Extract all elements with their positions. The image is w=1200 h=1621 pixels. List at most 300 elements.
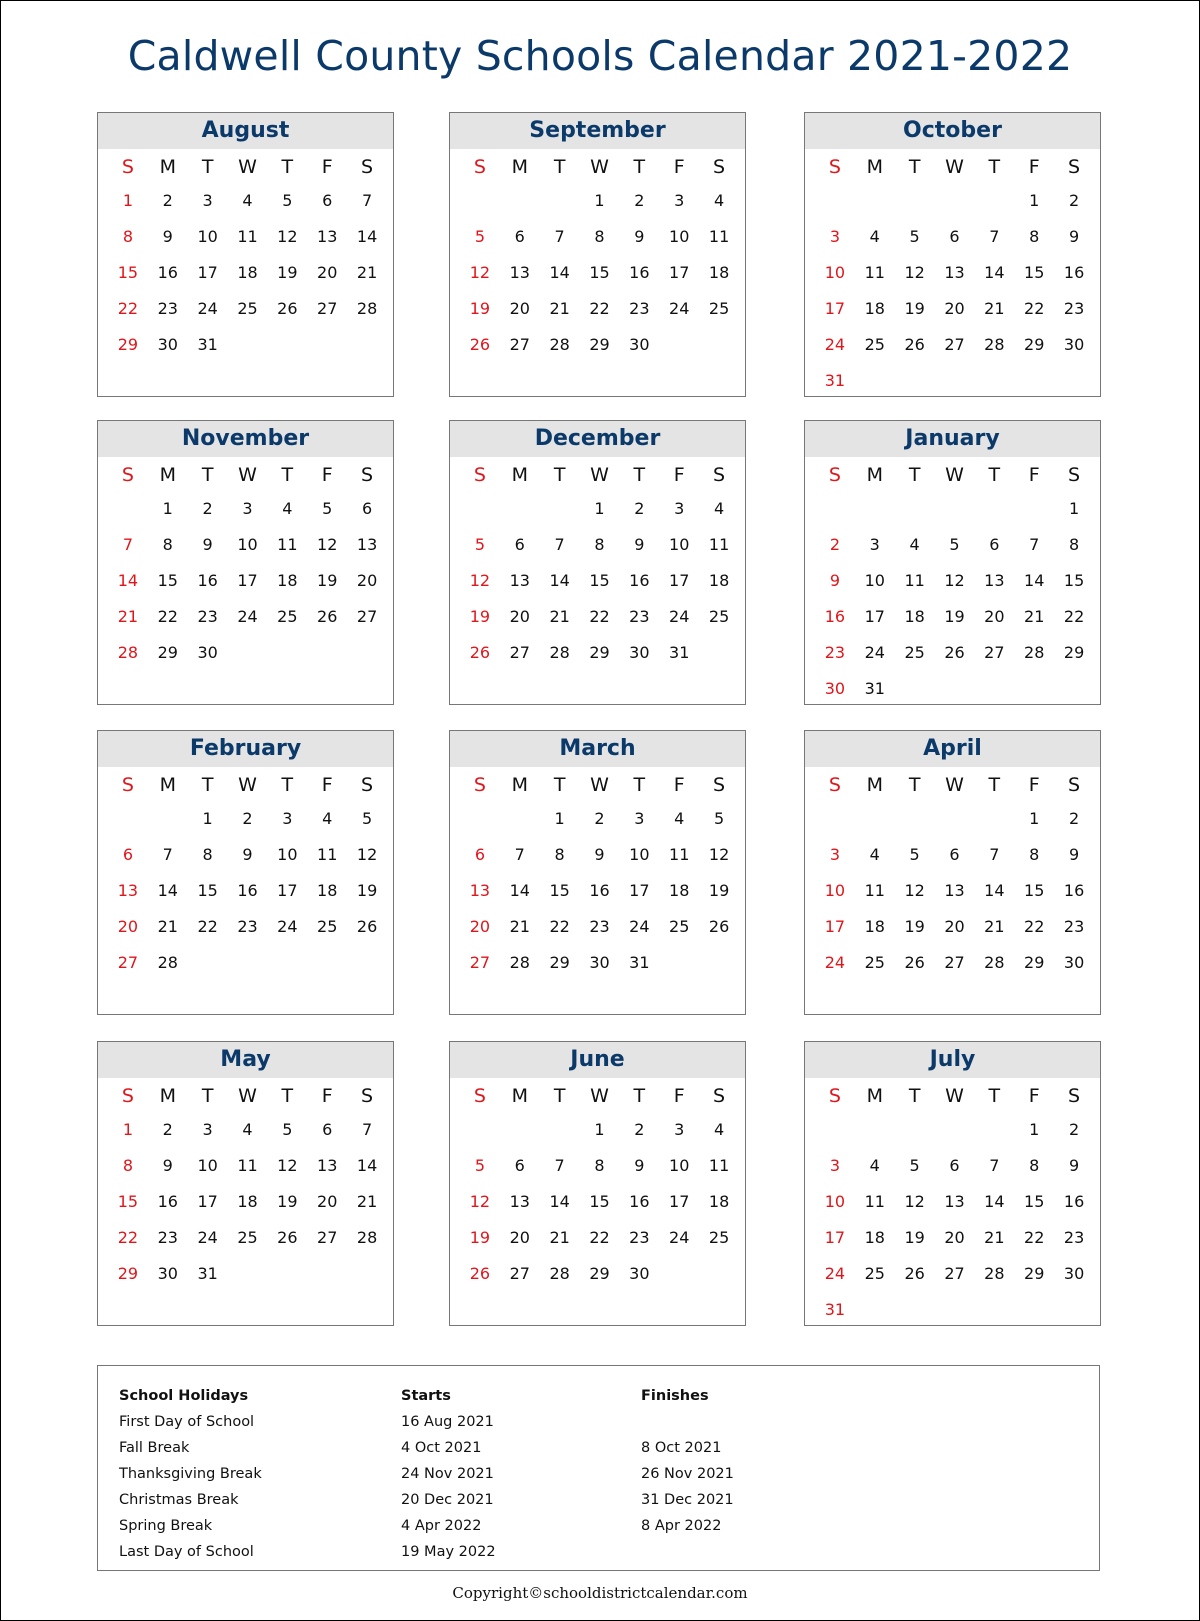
weekday-label: S xyxy=(1068,774,1081,796)
weekday-label: S xyxy=(361,774,374,796)
day-cell: 10 xyxy=(669,535,690,554)
week-row xyxy=(98,909,393,945)
day-cell: 27 xyxy=(509,643,530,662)
weekday-label: S xyxy=(828,1085,841,1107)
day-cell xyxy=(974,183,1014,219)
week-row xyxy=(805,1148,1100,1184)
month-name: October xyxy=(805,113,1100,149)
day-cell: 1 xyxy=(594,191,605,210)
day-cell xyxy=(347,635,387,671)
week-row xyxy=(450,599,745,635)
day-cell: 29 xyxy=(1063,643,1085,662)
day-cell: 3 xyxy=(242,499,253,518)
day-cell: 16 xyxy=(629,571,650,590)
weekday-label: S xyxy=(713,156,726,178)
day-cell: 29 xyxy=(117,335,139,354)
day-cell: 11 xyxy=(864,881,885,900)
day-cell: 17 xyxy=(669,1192,690,1211)
day-cell xyxy=(815,491,855,527)
day-cell: 14 xyxy=(984,263,1005,282)
day-cell: 22 xyxy=(1024,917,1045,936)
day-cell: 26 xyxy=(356,917,378,936)
holiday-name: Thanksgiving Break xyxy=(119,1466,262,1482)
day-cell: 2 xyxy=(634,499,645,518)
week-row xyxy=(805,801,1100,837)
weekday-label: M xyxy=(866,464,883,486)
day-cell: 27 xyxy=(317,299,338,318)
day-cell: 29 xyxy=(589,643,610,662)
day-cell: 28 xyxy=(509,953,530,972)
day-cell xyxy=(855,363,895,399)
day-cell: 18 xyxy=(904,607,925,626)
day-cell: 27 xyxy=(984,643,1005,662)
day-cell: 20 xyxy=(944,299,965,318)
day-cell: 21 xyxy=(549,1228,570,1247)
day-cell: 20 xyxy=(356,571,378,590)
day-cell: 12 xyxy=(356,845,378,864)
day-cell: 13 xyxy=(317,227,338,246)
day-cell: 30 xyxy=(157,1264,178,1283)
weekday-label: W xyxy=(238,1085,257,1107)
month-name: September xyxy=(450,113,745,149)
day-cell: 20 xyxy=(317,263,338,282)
day-cell: 6 xyxy=(949,845,960,864)
day-cell: 30 xyxy=(1063,335,1085,354)
day-cell: 13 xyxy=(317,1156,338,1175)
day-cell: 24 xyxy=(824,1264,846,1283)
weekday-label: T xyxy=(281,464,294,486)
day-cell xyxy=(500,183,540,219)
day-cell xyxy=(699,945,739,981)
day-cell: 16 xyxy=(197,571,218,590)
day-cell: 21 xyxy=(1024,607,1045,626)
day-cell: 4 xyxy=(909,535,920,554)
day-cell: 8 xyxy=(122,1156,134,1175)
month-calendar xyxy=(97,112,394,397)
day-cell: 17 xyxy=(824,299,846,318)
day-cell: 7 xyxy=(361,191,373,210)
day-cell: 15 xyxy=(589,263,610,282)
day-cell xyxy=(540,491,580,527)
day-cell: 20 xyxy=(944,1228,965,1247)
day-cell: 5 xyxy=(474,1156,486,1175)
weekday-label: W xyxy=(945,1085,964,1107)
weekday-header-row xyxy=(98,1078,393,1112)
month-name: January xyxy=(805,421,1100,457)
week-row xyxy=(805,599,1100,635)
day-cell: 26 xyxy=(944,643,965,662)
week-row xyxy=(450,1220,745,1256)
day-cell: 16 xyxy=(589,881,610,900)
day-cell: 30 xyxy=(629,643,650,662)
week-row xyxy=(805,1220,1100,1256)
day-cell xyxy=(108,801,148,837)
holiday-finishes: 8 Apr 2022 xyxy=(641,1518,722,1534)
holiday-starts: 4 Apr 2022 xyxy=(401,1518,482,1534)
day-cell: 18 xyxy=(237,263,258,282)
day-cell: 7 xyxy=(361,1120,373,1139)
day-cell: 30 xyxy=(1063,953,1085,972)
week-row xyxy=(450,527,745,563)
day-cell: 21 xyxy=(356,263,378,282)
day-cell xyxy=(188,945,228,981)
day-cell: 12 xyxy=(469,263,491,282)
week-row xyxy=(450,837,745,873)
day-cell xyxy=(460,801,500,837)
day-cell: 6 xyxy=(989,535,1000,554)
day-cell: 19 xyxy=(944,607,965,626)
day-cell: 22 xyxy=(117,1228,139,1247)
day-cell: 31 xyxy=(669,643,690,662)
day-cell: 14 xyxy=(549,263,570,282)
day-cell xyxy=(1014,491,1054,527)
day-cell: 28 xyxy=(117,643,139,662)
day-cell: 25 xyxy=(708,299,730,318)
weekday-label: M xyxy=(866,156,883,178)
day-cell: 7 xyxy=(989,227,1000,246)
day-cell: 28 xyxy=(984,335,1005,354)
day-cell: 22 xyxy=(1063,607,1085,626)
day-cell: 16 xyxy=(629,263,650,282)
day-cell: 3 xyxy=(674,191,685,210)
day-cell: 16 xyxy=(1063,881,1085,900)
day-cell: 15 xyxy=(589,1192,610,1211)
day-cell: 6 xyxy=(322,191,333,210)
week-row xyxy=(98,1220,393,1256)
day-cell: 2 xyxy=(202,499,213,518)
day-cell xyxy=(307,1256,347,1292)
day-cell: 1 xyxy=(1029,809,1040,828)
day-cell: 31 xyxy=(864,679,885,698)
day-cell: 5 xyxy=(474,535,486,554)
month-name: August xyxy=(98,113,393,149)
day-cell: 10 xyxy=(824,263,846,282)
day-cell: 8 xyxy=(594,227,605,246)
day-cell: 28 xyxy=(984,1264,1005,1283)
weekday-header-row xyxy=(805,149,1100,183)
week-row xyxy=(98,837,393,873)
day-cell: 22 xyxy=(197,917,218,936)
day-cell: 4 xyxy=(322,809,333,828)
day-cell: 18 xyxy=(708,263,730,282)
day-cell xyxy=(815,1112,855,1148)
day-cell: 12 xyxy=(277,227,298,246)
weekday-label: F xyxy=(321,774,333,796)
day-cell: 19 xyxy=(277,263,298,282)
day-cell: 14 xyxy=(157,881,178,900)
day-cell xyxy=(855,491,895,527)
day-cell: 24 xyxy=(864,643,885,662)
day-cell: 29 xyxy=(549,953,570,972)
day-cell: 21 xyxy=(509,917,530,936)
day-cell: 1 xyxy=(122,191,134,210)
holidays-header-starts: Starts xyxy=(401,1388,451,1404)
day-cell xyxy=(108,491,148,527)
day-cell: 15 xyxy=(1024,263,1045,282)
weekday-header-row xyxy=(805,457,1100,491)
day-cell: 1 xyxy=(1068,499,1080,518)
week-row xyxy=(450,183,745,219)
day-cell: 14 xyxy=(549,1192,570,1211)
day-cell xyxy=(895,363,935,399)
day-cell xyxy=(500,1112,540,1148)
day-cell: 22 xyxy=(1024,299,1045,318)
week-row xyxy=(450,873,745,909)
day-cell: 24 xyxy=(197,299,218,318)
day-cell xyxy=(307,945,347,981)
day-cell xyxy=(540,183,580,219)
week-row xyxy=(805,1112,1100,1148)
day-cell: 9 xyxy=(162,227,173,246)
week-row xyxy=(450,1148,745,1184)
day-cell: 21 xyxy=(117,607,139,626)
day-cell: 24 xyxy=(824,335,846,354)
day-cell: 7 xyxy=(554,227,565,246)
day-cell: 8 xyxy=(1068,535,1080,554)
day-cell: 23 xyxy=(197,607,218,626)
day-cell: 17 xyxy=(824,1228,846,1247)
week-row xyxy=(805,671,1100,707)
day-cell: 17 xyxy=(669,263,690,282)
day-cell: 24 xyxy=(669,1228,690,1247)
week-row xyxy=(805,327,1100,363)
day-cell xyxy=(1014,671,1054,707)
day-cell: 6 xyxy=(322,1120,333,1139)
day-cell: 5 xyxy=(474,227,486,246)
day-cell: 2 xyxy=(634,1120,645,1139)
holiday-name: First Day of School xyxy=(119,1414,255,1430)
weekday-label: T xyxy=(281,1085,294,1107)
day-cell: 4 xyxy=(713,191,725,210)
month-calendar xyxy=(804,112,1101,397)
day-cell: 23 xyxy=(629,607,650,626)
week-row xyxy=(805,909,1100,945)
day-cell: 25 xyxy=(864,953,885,972)
day-cell: 19 xyxy=(904,1228,925,1247)
day-cell: 8 xyxy=(202,845,213,864)
week-row xyxy=(98,873,393,909)
week-row xyxy=(805,635,1100,671)
day-cell: 25 xyxy=(317,917,338,936)
day-cell: 12 xyxy=(469,1192,491,1211)
day-cell: 14 xyxy=(117,571,139,590)
day-cell xyxy=(935,1112,975,1148)
weekday-label: S xyxy=(361,156,374,178)
weekday-label: M xyxy=(511,1085,528,1107)
day-cell: 23 xyxy=(237,917,258,936)
day-cell: 3 xyxy=(869,535,880,554)
day-cell: 12 xyxy=(277,1156,298,1175)
day-cell xyxy=(267,945,307,981)
week-row xyxy=(98,219,393,255)
weekday-label: S xyxy=(1068,1085,1081,1107)
day-cell: 19 xyxy=(904,917,925,936)
day-cell: 19 xyxy=(469,1228,491,1247)
day-cell: 28 xyxy=(984,953,1005,972)
weekday-label: W xyxy=(238,464,257,486)
holiday-name: Christmas Break xyxy=(119,1492,239,1508)
day-cell: 1 xyxy=(1029,191,1040,210)
weekday-label: T xyxy=(633,464,646,486)
day-cell: 9 xyxy=(202,535,213,554)
week-row xyxy=(98,635,393,671)
day-cell: 23 xyxy=(824,643,846,662)
day-cell: 13 xyxy=(509,1192,530,1211)
day-cell: 11 xyxy=(237,1156,258,1175)
month-calendar xyxy=(97,730,394,1015)
weekday-label: T xyxy=(988,774,1001,796)
day-cell: 10 xyxy=(824,881,846,900)
day-cell xyxy=(855,183,895,219)
day-cell: 24 xyxy=(669,607,690,626)
day-cell: 19 xyxy=(317,571,338,590)
day-cell: 3 xyxy=(829,1156,841,1175)
day-cell: 22 xyxy=(589,1228,610,1247)
week-row xyxy=(98,801,393,837)
day-cell: 31 xyxy=(629,953,650,972)
day-cell: 15 xyxy=(117,1192,139,1211)
day-cell: 10 xyxy=(824,1192,846,1211)
day-cell: 7 xyxy=(1029,535,1040,554)
day-cell xyxy=(855,1292,895,1328)
week-row xyxy=(450,1256,745,1292)
day-cell: 2 xyxy=(1068,809,1080,828)
day-cell: 16 xyxy=(1063,1192,1085,1211)
weekday-label: W xyxy=(590,464,609,486)
weekday-label: M xyxy=(159,1085,176,1107)
day-cell: 5 xyxy=(909,227,920,246)
day-cell: 3 xyxy=(282,809,293,828)
day-cell: 9 xyxy=(1068,227,1080,246)
day-cell: 11 xyxy=(237,227,258,246)
week-row xyxy=(450,255,745,291)
day-cell: 7 xyxy=(989,1156,1000,1175)
week-row xyxy=(98,1112,393,1148)
day-cell: 17 xyxy=(629,881,650,900)
weekday-label: W xyxy=(238,156,257,178)
day-cell: 10 xyxy=(669,227,690,246)
day-cell: 9 xyxy=(829,571,841,590)
holiday-row xyxy=(98,1466,1099,1492)
day-cell: 13 xyxy=(509,571,530,590)
week-row xyxy=(450,801,745,837)
day-cell: 25 xyxy=(237,1228,258,1247)
day-cell: 26 xyxy=(904,335,925,354)
day-cell: 4 xyxy=(869,227,880,246)
weekday-label: T xyxy=(553,464,566,486)
day-cell: 4 xyxy=(242,191,253,210)
day-cell: 31 xyxy=(824,371,846,390)
month-name: May xyxy=(98,1042,393,1078)
day-cell xyxy=(148,801,188,837)
day-cell xyxy=(895,801,935,837)
weekday-label: T xyxy=(908,464,921,486)
weekday-label: W xyxy=(590,156,609,178)
day-cell xyxy=(267,1256,307,1292)
day-cell: 8 xyxy=(1029,845,1040,864)
weekday-label: T xyxy=(908,774,921,796)
week-row xyxy=(98,563,393,599)
day-cell: 7 xyxy=(122,535,134,554)
week-row xyxy=(450,1112,745,1148)
day-cell: 28 xyxy=(549,643,570,662)
day-cell: 12 xyxy=(708,845,730,864)
day-cell: 25 xyxy=(864,1264,885,1283)
day-cell xyxy=(855,801,895,837)
day-cell xyxy=(895,183,935,219)
day-cell xyxy=(974,1292,1014,1328)
day-cell xyxy=(347,1256,387,1292)
month-calendar xyxy=(449,420,746,705)
day-cell: 12 xyxy=(904,1192,925,1211)
weekday-label: W xyxy=(945,774,964,796)
day-cell: 23 xyxy=(629,1228,650,1247)
month-name: June xyxy=(450,1042,745,1078)
day-cell: 4 xyxy=(869,845,880,864)
day-cell: 7 xyxy=(554,535,565,554)
day-cell: 22 xyxy=(549,917,570,936)
day-cell: 22 xyxy=(1024,1228,1045,1247)
weekday-label: S xyxy=(121,1085,134,1107)
day-cell: 2 xyxy=(594,809,605,828)
weekday-label: F xyxy=(673,1085,685,1107)
weekday-label: T xyxy=(201,464,214,486)
day-cell: 5 xyxy=(909,845,920,864)
day-cell: 2 xyxy=(162,191,173,210)
weekday-label: M xyxy=(159,156,176,178)
weekday-label: T xyxy=(553,774,566,796)
day-cell xyxy=(347,327,387,363)
holiday-row xyxy=(98,1518,1099,1544)
weekday-label: F xyxy=(321,464,333,486)
weekday-label: F xyxy=(1028,774,1040,796)
day-cell: 25 xyxy=(708,1228,730,1247)
weekday-label: W xyxy=(945,156,964,178)
week-row xyxy=(98,527,393,563)
day-cell: 4 xyxy=(713,499,725,518)
day-cell: 26 xyxy=(469,643,491,662)
day-cell: 22 xyxy=(157,607,178,626)
day-cell: 9 xyxy=(594,845,605,864)
day-cell: 20 xyxy=(944,917,965,936)
day-cell: 12 xyxy=(469,571,491,590)
day-cell: 15 xyxy=(157,571,178,590)
day-cell xyxy=(699,327,739,363)
day-cell: 9 xyxy=(1068,1156,1080,1175)
day-cell xyxy=(228,945,268,981)
day-cell: 21 xyxy=(549,607,570,626)
weekday-header-row xyxy=(450,457,745,491)
day-cell: 8 xyxy=(162,535,173,554)
day-cell: 23 xyxy=(589,917,610,936)
weekday-header-row xyxy=(98,149,393,183)
day-cell: 11 xyxy=(904,571,925,590)
weekday-label: T xyxy=(633,1085,646,1107)
day-cell: 28 xyxy=(1024,643,1045,662)
month-calendar xyxy=(804,420,1101,705)
day-cell: 18 xyxy=(669,881,690,900)
day-cell: 2 xyxy=(162,1120,173,1139)
day-cell: 18 xyxy=(708,571,730,590)
holiday-starts: 24 Nov 2021 xyxy=(401,1466,494,1482)
day-cell: 18 xyxy=(864,299,885,318)
weekday-label: S xyxy=(361,464,374,486)
weekday-label: S xyxy=(1068,156,1081,178)
day-cell: 15 xyxy=(589,571,610,590)
day-cell: 3 xyxy=(829,845,841,864)
day-cell: 10 xyxy=(277,845,298,864)
day-cell: 28 xyxy=(549,1264,570,1283)
